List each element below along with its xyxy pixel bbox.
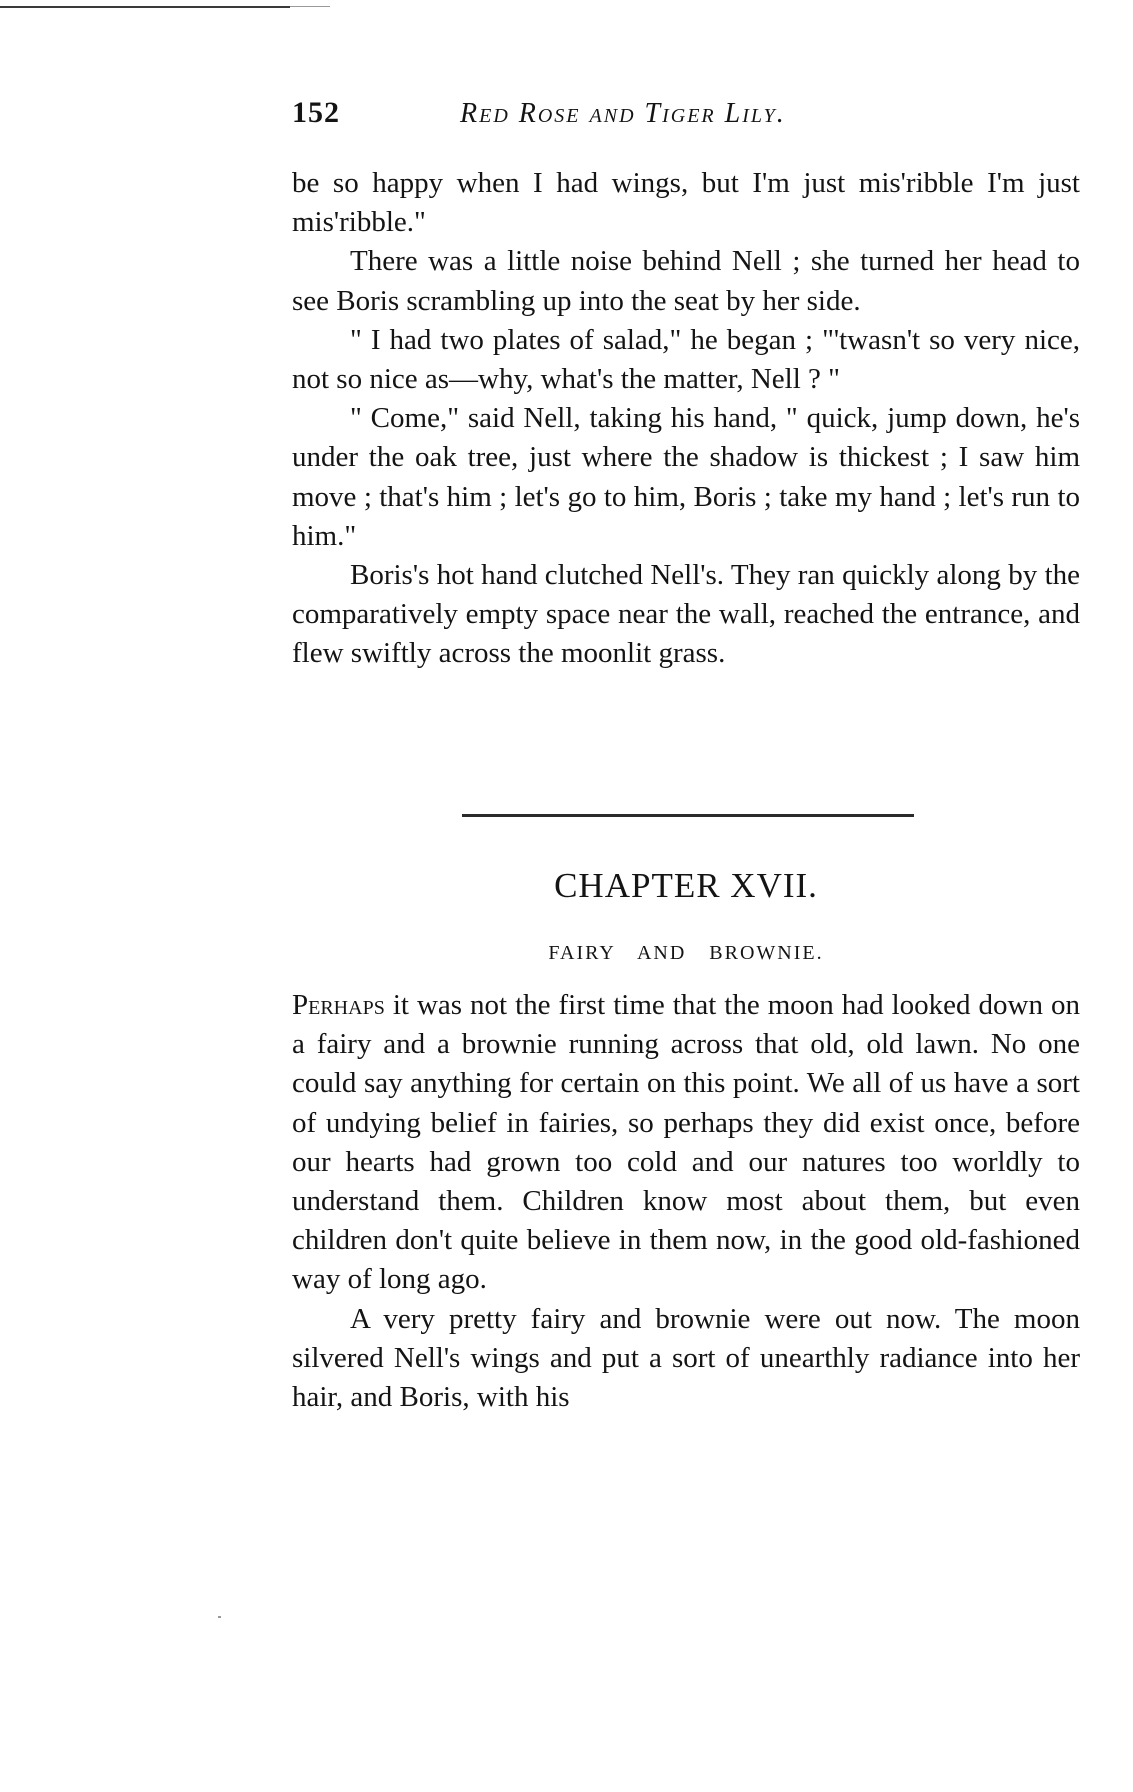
chapter-heading: CHAPTER XVII. (554, 866, 818, 905)
top-edge-rule-faint (290, 6, 330, 7)
paragraph: " Come," said Nell, taking his hand, " quick, jump down, he's under the oak tree, just where the shadow is thickest ; I saw him move ; that's him ; let's go to him, Boris ; take my hand ; let's run to him." (292, 402, 1080, 552)
paragraph: There was a little noise behind Nell ; she turned her head to see Boris scrambling up into the seat by her side. (292, 245, 1080, 317)
stray-print-mark (218, 1616, 221, 1618)
top-edge-rule (0, 6, 290, 8)
paragraph: be so happy when I had wings, but I'm just mis'ribble I'm just mis'ribble." (292, 167, 1080, 239)
paragraph-opening (292, 986, 1080, 1300)
paragraph: " I had two plates of salad," he began ; "'twasn't so very nice, not so nice as—why, what's the matter, Nell ? " (292, 323, 1080, 396)
paragraph: A very pretty fairy and brownie were out now. The moon silvered Nell's wings and put a sort of unearthly radiance into her hair, and Boris, with his (292, 1302, 1080, 1414)
chapter-divider-rule (462, 814, 914, 817)
text-block-chapter-body (292, 986, 1080, 1417)
paragraph: Boris's hot hand clutched Nell's. They ran quickly along by the comparatively empty space near the wall, reached the entrance, and flew swiftly across the moonlit grass. (292, 559, 1080, 670)
page-number: 152 (292, 96, 340, 129)
text-block-before-chapter (292, 164, 1080, 674)
paragraph-text: it was not the first time that the moon had looked down on a fairy and a brownie running across that old, old lawn. No one could say anything for certain on this point. We all of us have a sort of undying belief in fairies, so perhaps they did exist once, before our hearts had grown too cold and our natures too worldly to understand them. Children know most about them, but even children don't quite believe in them now, in the good old-fashioned way of long ago. (292, 989, 1080, 1296)
running-head (292, 96, 1082, 136)
running-title: Red Rose and Tiger Lily. (460, 98, 786, 129)
opening-word: Perhaps (292, 989, 385, 1021)
chapter-subtitle: FAIRY AND BROWNIE. (548, 942, 824, 964)
